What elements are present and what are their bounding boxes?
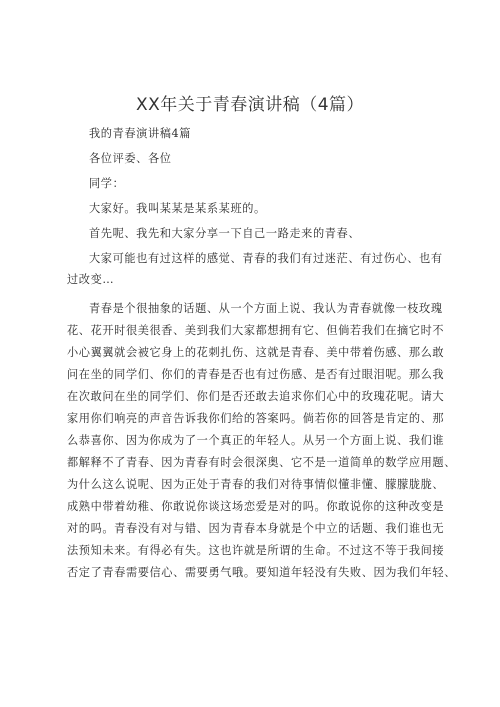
intro-line: 首先呢、我先和大家分享一下自己一路走来的青春、 — [89, 227, 361, 240]
body-paragraph-line: 家用你们响亮的声音告诉我你们给的答案吗。倘若你的回答是肯定的、那 — [67, 412, 445, 425]
body-paragraph-line: 成熟中带着幼稚、你敢说你谈这场恋爱是对的吗。你敢说你的这种改变是 — [67, 500, 445, 513]
body-paragraph-line: 都解释不了青春、因为青春有时会很深奥、它不是一道简单的数学应用题、 — [67, 456, 456, 469]
body-paragraph-line: 在次敢问在坐的同学们、你们是否还敢去追求你们心中的玫瑰花呢。请大 — [67, 390, 445, 403]
body-paragraph-line: 法预知未来。有得必有失。这也许就是所谓的生命。不过这不等于我间接 — [67, 544, 445, 557]
subtitle-line: 我的青春演讲稿4篇 — [89, 127, 192, 140]
document-title: XX年关于青春演讲稿（4篇） — [135, 95, 365, 115]
body-paragraph-line: 么恭喜你、因为你成为了一个真正的年轻人。从另一个方面上说、我们谁 — [67, 434, 445, 447]
body-paragraph-line: 问在坐的同学们、你们的青春是否也有过伤感、是否有过眼泪呢。那么我 — [67, 368, 445, 381]
intro-line: 过改变… — [67, 273, 115, 286]
body-paragraph-line: 对的吗。青春没有对与错、因为青春本身就是个中立的话题、我们谁也无 — [67, 522, 445, 535]
intro-line: 大家可能也有过这样的感觉、青春的我们有过迷茫、有过伤心、也有 — [89, 252, 443, 265]
salutation-line: 各位评委、各位 — [89, 152, 172, 165]
body-paragraph-line: 花、花开时很美很香、美到我们大家都想拥有它、但倘若我们在摘它时不 — [67, 324, 445, 337]
greeting-line: 大家好。我叫某某是某系某班的。 — [89, 202, 266, 215]
body-paragraph-line: 小心翼翼就会被它身上的花刺扎伤、这就是青春、美中带着伤感、那么敢 — [67, 346, 445, 359]
body-paragraph-line: 否定了青春需要信心、需要勇气哦。要知道年轻没有失败、因为我们年轻、 — [67, 566, 456, 579]
body-paragraph-line: 青春是个很抽象的话题、从一个方面上说、我认为青春就像一枝玫瑰 — [89, 302, 443, 315]
body-paragraph-line: 为什么这么说呢、因为正处于青春的我们对待事情似懂非懂、朦朦胧胧、 — [67, 478, 445, 491]
salutation-line: 同学： — [89, 177, 125, 190]
